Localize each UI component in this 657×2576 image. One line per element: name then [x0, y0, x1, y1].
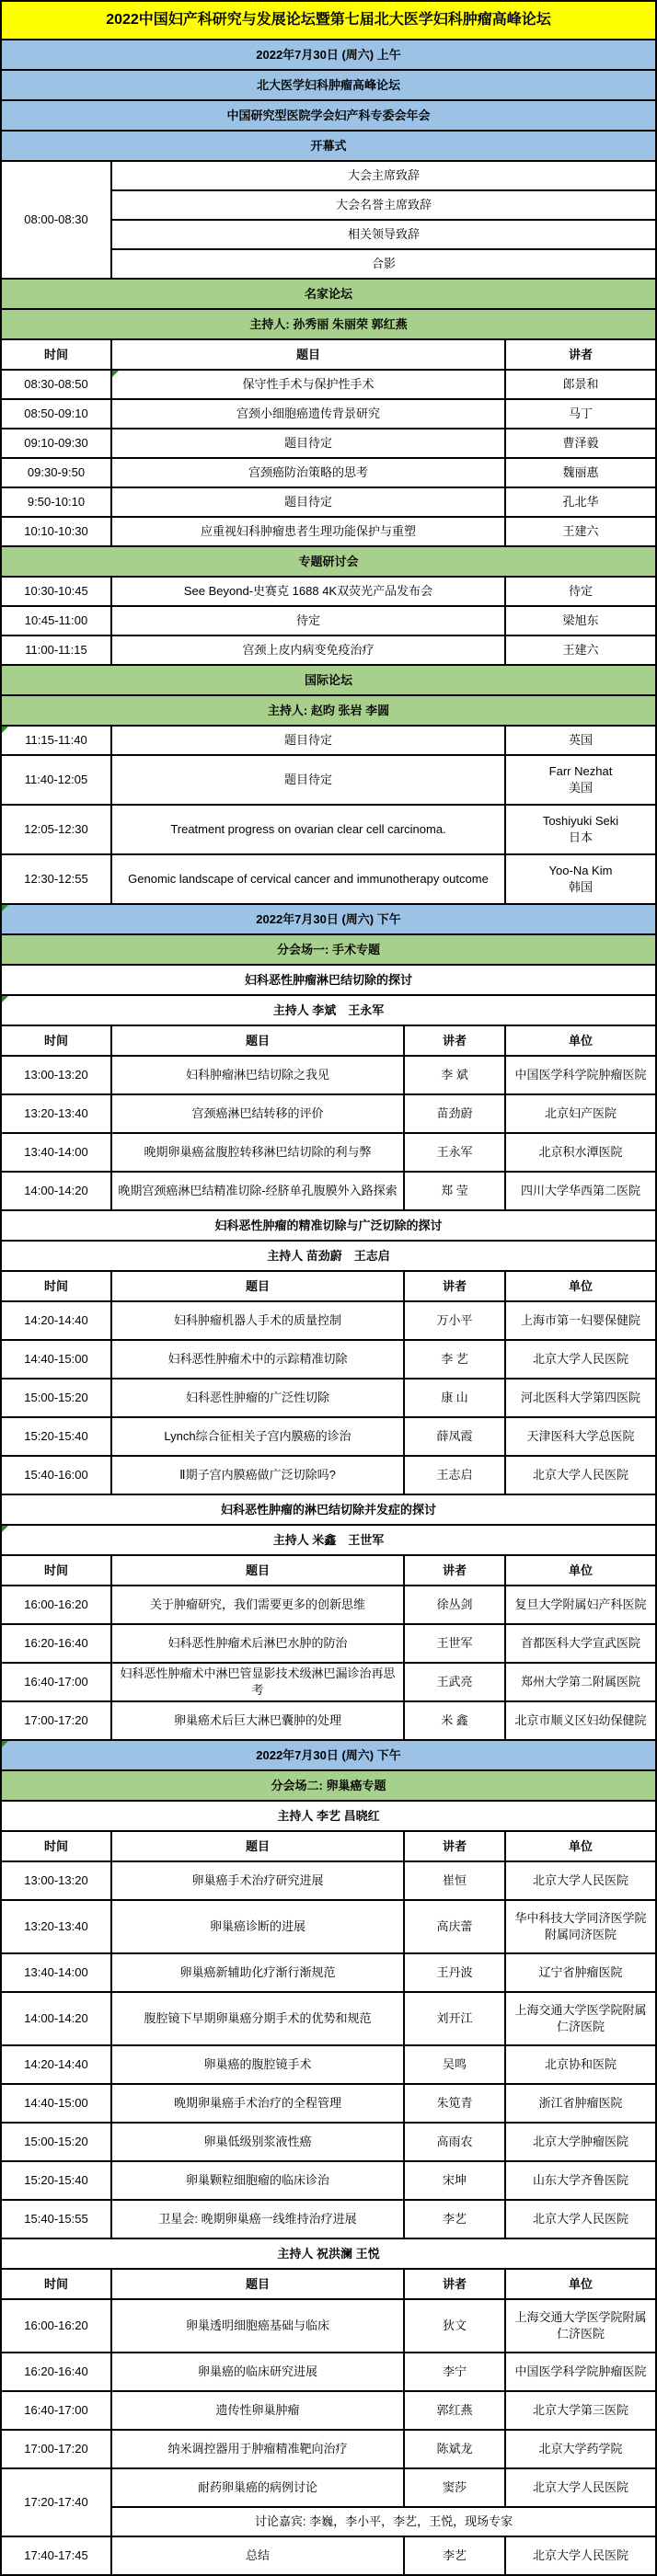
- schedule-row: [2, 2124, 655, 2162]
- discussion-block: [2, 2469, 655, 2537]
- time-cell: 16:00-16:20: [2, 1586, 112, 1623]
- time-cell: 14:40-15:00: [2, 1341, 112, 1378]
- title-row: [2, 2, 655, 40]
- schedule-row: [2, 1134, 655, 1173]
- speaker-cell: 苗劲蔚: [405, 1095, 506, 1132]
- time-cell: 11:40-12:05: [2, 756, 112, 804]
- session-banner-row: [2, 310, 655, 340]
- topic-cell: 宫颈癌淋巴结转移的评价: [112, 1095, 405, 1132]
- speaker-cell: 李宁: [405, 2353, 506, 2390]
- schedule-row: [2, 1380, 655, 1418]
- topic-cell: 晚期卵巢癌手术治疗的全程管理: [112, 2085, 405, 2122]
- speaker-cell: 崔恒: [405, 1862, 506, 1899]
- schedule-row: [2, 1625, 655, 1664]
- time-cell: 10:45-11:00: [2, 607, 112, 635]
- schedule-row: [2, 2353, 655, 2392]
- speaker-name: 马丁: [568, 406, 593, 421]
- speaker-cell: 康 山: [405, 1380, 506, 1416]
- section-subheader-row: [2, 966, 655, 996]
- unit-cell: 北京大学人民医院: [532, 2548, 628, 2563]
- time-cell: 15:40-16:00: [2, 1457, 112, 1494]
- time-cell: 13:00-13:20: [2, 1057, 112, 1093]
- speaker-name: 郎景和: [562, 377, 599, 392]
- section-subheader: 妇科恶性肿瘤淋巴结切除的探讨: [244, 972, 412, 987]
- section-subheader: 主持人 李斌 王永军: [2, 996, 655, 1025]
- speaker-cell: 李 艺: [405, 1341, 506, 1378]
- time-cell: 14:40-15:00: [2, 2085, 112, 2122]
- time-cell: 14:20-14:40: [2, 2046, 112, 2083]
- column-header-time: 时间: [2, 340, 112, 369]
- schedule-row: [2, 2085, 655, 2124]
- topic-cell: 卵巢癌的临床研究进展: [112, 2353, 405, 2390]
- speaker-cell: 陈斌龙: [405, 2431, 506, 2467]
- topic-cell: Ⅱ期子宫内膜癌做广泛切除吗?: [112, 1457, 405, 1494]
- column-header-speaker: 讲者: [405, 1832, 506, 1860]
- time-cell: 13:00-13:20: [2, 1862, 112, 1899]
- opening-item: 相关领导致辞: [347, 227, 420, 242]
- time-cell: 09:30-9:50: [2, 459, 112, 487]
- topic-cell: 卵巢癌术后巨大淋巴囊肿的处理: [112, 1702, 405, 1739]
- speaker-cell: 李艺: [405, 2537, 506, 2574]
- section-subheader-row: [2, 1526, 655, 1556]
- date-banner: 北大医学妇科肿瘤高峰论坛: [2, 71, 655, 99]
- schedule-row: [2, 1993, 655, 2046]
- speaker-name: Farr Nezhat: [548, 764, 613, 779]
- section-subheader-row: [2, 1495, 655, 1526]
- topic-cell: See Beyond-史赛克 1688 4K双荧光产品发布会: [112, 578, 506, 605]
- time-cell: 16:20-16:40: [2, 1625, 112, 1662]
- opening-item-row: [112, 250, 655, 278]
- column-header-topic: 题目: [112, 340, 506, 369]
- session-banner: 国际论坛: [2, 666, 655, 694]
- unit-cell: 北京大学肿瘤医院: [532, 2135, 628, 2149]
- opening-item-row: [112, 221, 655, 250]
- unit-cell: 浙江省肿瘤医院: [538, 2096, 623, 2111]
- session-banner: 名家论坛: [2, 280, 655, 308]
- speaker-cell: 狄文: [405, 2300, 506, 2352]
- schedule-row: [2, 1302, 655, 1341]
- topic-cell: 题目待定: [112, 756, 506, 804]
- column-header-unit: 单位: [568, 1838, 593, 1853]
- schedule-row: [2, 2431, 655, 2469]
- schedule-row: [2, 1341, 655, 1380]
- topic-cell: 妇科恶性肿瘤术中淋巴管显影技术级淋巴漏诊治再思考: [112, 1664, 405, 1700]
- section-subheader: 妇科恶性肿瘤的淋巴结切除并发症的探讨: [220, 1502, 436, 1517]
- speaker-cell: 吴鸣: [405, 2046, 506, 2083]
- topic-cell: 宫颈小细胞癌遗传背景研究: [112, 400, 506, 428]
- time-cell: 13:20-13:40: [2, 1095, 112, 1132]
- unit-cell: 北京大学人民医院: [532, 1468, 628, 1483]
- section-subheader: 主持人 苗劲蔚 王志启: [267, 1248, 390, 1263]
- speaker-cell: 薛凤霞: [405, 1418, 506, 1455]
- speaker-cell: 王丹波: [405, 1954, 506, 1991]
- topic-cell: 待定: [112, 607, 506, 635]
- column-header-speaker: 讲者: [405, 1026, 506, 1055]
- date-banner-row: [2, 905, 655, 935]
- schedule-row: [2, 1057, 655, 1095]
- schedule-row: [2, 1664, 655, 1702]
- speaker-cell: [506, 756, 655, 804]
- topic-cell: 宫颈癌防治策略的思考: [112, 459, 506, 487]
- time-cell: 08:00-08:30: [2, 162, 112, 278]
- unit-cell: 北京市顺义区妇幼保健院: [514, 1713, 647, 1728]
- topic-cell: 妇科恶性肿瘤术中的示踪精准切除: [112, 1341, 405, 1378]
- time-cell: 15:40-15:55: [2, 2201, 112, 2238]
- speaker-cell: [506, 459, 655, 487]
- schedule-row: [2, 2392, 655, 2431]
- section-subheader: 主持人 李艺 昌晓红: [277, 1808, 380, 1823]
- topic-cell: 宫颈上皮内病变免疫治疗: [112, 636, 506, 664]
- column-header-row: [2, 340, 655, 371]
- schedule-row: [2, 1586, 655, 1625]
- session-banner-row: [2, 547, 655, 578]
- session-banner: 主持人: 孙秀丽 朱丽荣 郭红燕: [2, 310, 655, 338]
- unit-cell: 北京积水潭医院: [538, 1145, 623, 1160]
- section-subheader-row: [2, 1211, 655, 1242]
- note-cell: 讨论嘉宾: 李巍，李小平，李艺，王悦，现场专家: [254, 2514, 513, 2529]
- topic-cell: Genomic landscape of cervical cancer and immunotherapy outcome: [112, 855, 506, 903]
- unit-cell: 四川大学华西第二医院: [520, 1184, 640, 1198]
- time-cell: 14:00-14:20: [2, 1173, 112, 1209]
- date-banner-row: [2, 71, 655, 101]
- topic-cell: 妇科肿瘤淋巴结切除之我见: [112, 1057, 405, 1093]
- topic-cell: 腹腔镜下早期卵巢癌分期手术的优势和规范: [112, 1993, 405, 2044]
- schedule-row: [2, 400, 655, 429]
- schedule-row: [2, 371, 655, 400]
- speaker-name: 王建六: [562, 524, 599, 539]
- topic-cell: Treatment progress on ovarian clear cell carcinoma.: [112, 806, 506, 853]
- topic-cell: Lynch综合征相关子宫内膜癌的诊治: [112, 1418, 405, 1455]
- speaker-cell: [506, 400, 655, 428]
- column-header-row: [2, 1832, 655, 1862]
- topic-cell: 卵巢癌手术治疗研究进展: [112, 1862, 405, 1899]
- schedule-row: [2, 636, 655, 666]
- unit-cell: 上海市第一妇婴保健院: [520, 1313, 640, 1328]
- topic-cell: 晚期宫颈癌淋巴结精准切除-经脐单孔腹膜外入路探索: [112, 1173, 405, 1209]
- schedule-row: [2, 518, 655, 547]
- speaker-cell: 宋坤: [405, 2162, 506, 2199]
- speaker-name: 英国: [568, 733, 593, 748]
- speaker-name: 待定: [568, 584, 593, 599]
- speaker-cell: [506, 636, 655, 664]
- unit-cell: 上海交通大学医学院附属仁济医院: [514, 2310, 647, 2341]
- speaker-cell: 高雨农: [405, 2124, 506, 2160]
- unit-cell: 北京大学人民医院: [532, 2212, 628, 2227]
- opening-item: 大会名誉主席致辞: [335, 198, 432, 212]
- column-header-time: 时间: [2, 1026, 112, 1055]
- column-header-speaker: 讲者: [405, 1556, 506, 1585]
- column-header-row: [2, 1556, 655, 1586]
- unit-cell: 河北医科大学第四医院: [520, 1391, 640, 1405]
- unit-cell: 中国医学科学院肿瘤医院: [514, 1068, 647, 1082]
- unit-cell: 辽宁省肿瘤医院: [538, 1965, 623, 1980]
- unit-cell: 北京妇产医院: [544, 1106, 617, 1121]
- unit-cell: 北京大学人民医院: [532, 1352, 628, 1367]
- speaker-name: 曹泽毅: [562, 436, 599, 451]
- speaker-cell: [506, 727, 655, 754]
- speaker-cell: 米 鑫: [405, 1702, 506, 1739]
- schedule-row: [2, 1173, 655, 1211]
- column-header-unit: 单位: [568, 2276, 593, 2291]
- speaker-cell: 郭红燕: [405, 2392, 506, 2429]
- time-cell: 09:10-09:30: [2, 429, 112, 457]
- speaker-cell: 郑 莹: [405, 1173, 506, 1209]
- topic-cell: 卫星会: 晚期卵巢癌一线维持治疗进展: [112, 2201, 405, 2238]
- column-header-row: [2, 2270, 655, 2300]
- schedule-row: [2, 756, 655, 806]
- time-cell: 16:40-17:00: [2, 2392, 112, 2429]
- time-cell: 12:05-12:30: [2, 806, 112, 853]
- time-cell: 15:00-15:20: [2, 2124, 112, 2160]
- time-cell: 15:20-15:40: [2, 1418, 112, 1455]
- session-banner: 分会场二: 卵巢癌专题: [2, 1771, 655, 1800]
- topic-cell: 题目待定: [112, 727, 506, 754]
- topic-cell: 遗传性卵巢肿瘤: [112, 2392, 405, 2429]
- time-cell: 15:20-15:40: [2, 2162, 112, 2199]
- column-header-row: [2, 1026, 655, 1057]
- time-cell: 11:15-11:40: [2, 727, 112, 754]
- speaker-name: 孔北华: [562, 495, 599, 509]
- time-cell: 10:10-10:30: [2, 518, 112, 545]
- column-header-row: [2, 1272, 655, 1302]
- schedule-row: [2, 429, 655, 459]
- column-header-time: 时间: [2, 2270, 112, 2298]
- topic-cell: 题目待定: [112, 429, 506, 457]
- topic-cell: 卵巢低级别浆液性癌: [112, 2124, 405, 2160]
- unit-cell: 北京协和医院: [544, 2057, 617, 2072]
- unit-cell: 首都医科大学宣武医院: [520, 1636, 640, 1651]
- section-subheader-row: [2, 1242, 655, 1272]
- schedule-row: [2, 2201, 655, 2239]
- speaker-cell: 王志启: [405, 1457, 506, 1494]
- date-banner: 2022年7月30日 (周六) 下午: [2, 905, 655, 933]
- topic-cell: 总结: [112, 2537, 405, 2574]
- speaker-cell: 李艺: [405, 2201, 506, 2238]
- time-cell: 08:50-09:10: [2, 400, 112, 428]
- section-subheader-row: [2, 2239, 655, 2270]
- column-header-topic: 题目: [112, 1272, 405, 1300]
- schedule-row: [2, 1418, 655, 1457]
- unit-cell: 复旦大学附属妇产科医院: [514, 1597, 647, 1612]
- schedule-row: [2, 806, 655, 855]
- session-banner: 专题研讨会: [2, 547, 655, 576]
- speaker-cell: [506, 806, 655, 853]
- schedule-row: [2, 2537, 655, 2576]
- time-cell: 17:00-17:20: [2, 2431, 112, 2467]
- unit-cell: 郑州大学第二附属医院: [520, 1675, 640, 1689]
- opening-item: 合影: [371, 257, 396, 271]
- speaker-cell: 王武亮: [405, 1664, 506, 1700]
- schedule-row: [2, 1457, 655, 1495]
- schedule-row: [2, 1095, 655, 1134]
- speaker-cell: [506, 488, 655, 516]
- opening-items: [112, 162, 655, 278]
- session-banner-row: [2, 1771, 655, 1802]
- speaker-cell: [506, 429, 655, 457]
- topic-cell: 晚期卵巢癌盆腹腔转移淋巴结切除的利与弊: [112, 1134, 405, 1171]
- schedule-row: [2, 578, 655, 607]
- time-cell: 15:00-15:20: [2, 1380, 112, 1416]
- topic-cell: 保守性手术与保护性手术: [112, 371, 506, 398]
- column-header-speaker: 讲者: [405, 1272, 506, 1300]
- date-banner: 中国研究型医院学会妇产科专委会年会: [2, 101, 655, 130]
- topic-cell: 卵巢癌诊断的进展: [112, 1901, 405, 1952]
- unit-cell: 北京大学人民医院: [532, 2480, 628, 2495]
- time-cell: 9:50-10:10: [2, 488, 112, 516]
- topic-cell: 耐药卵巢癌的病例讨论: [112, 2469, 405, 2506]
- topic-cell: 卵巢透明细胞癌基础与临床: [112, 2300, 405, 2352]
- column-header-topic: 题目: [112, 1026, 405, 1055]
- discussion-rows: [112, 2469, 655, 2536]
- topic-cell: 关于肿瘤研究，我们需要更多的创新思维: [112, 1586, 405, 1623]
- section-subheader-row: [2, 996, 655, 1026]
- section-subheader: 主持人 米鑫 王世军: [2, 1526, 655, 1554]
- column-header-topic: 题目: [112, 2270, 405, 2298]
- session-banner-row: [2, 666, 655, 696]
- section-subheader: 主持人 祝洪澜 王悦: [277, 2246, 380, 2261]
- section-subheader-row: [2, 1802, 655, 1832]
- speaker-name: 魏丽惠: [562, 465, 599, 480]
- speaker-cell: [506, 371, 655, 398]
- column-header-time: 时间: [2, 1272, 112, 1300]
- speaker-cell: [506, 578, 655, 605]
- session-banner: 分会场一: 手术专题: [2, 935, 655, 964]
- topic-cell: 妇科恶性肿瘤术后淋巴水肿的防治: [112, 1625, 405, 1662]
- session-banner: 主持人: 赵昀 张岩 李圆: [2, 696, 655, 725]
- date-banner: 开幕式: [2, 132, 655, 160]
- unit-cell: 山东大学齐鲁医院: [532, 2173, 628, 2188]
- date-banner-row: [2, 101, 655, 132]
- time-cell: 13:40-14:00: [2, 1134, 112, 1171]
- time-cell: 16:20-16:40: [2, 2353, 112, 2390]
- time-cell: 16:40-17:00: [2, 1664, 112, 1700]
- section-subheader: 妇科恶性肿瘤的精准切除与广泛切除的探讨: [214, 1218, 443, 1232]
- opening-item-row: [112, 191, 655, 221]
- topic-cell: 纳米调控器用于肿瘤精准靶向治疗: [112, 2431, 405, 2467]
- opening-block: [2, 162, 655, 280]
- topic-cell: 应重视妇科肿瘤患者生理功能保护与重塑: [112, 518, 506, 545]
- speaker-cell: 窦莎: [405, 2469, 506, 2506]
- session-banner-row: [2, 935, 655, 966]
- column-header-topic: 题目: [112, 1832, 405, 1860]
- opening-item-row: [112, 162, 655, 191]
- speaker-name: 梁旭东: [562, 613, 599, 628]
- schedule-row: [2, 1862, 655, 1901]
- speaker-cell: 徐丛剑: [405, 1586, 506, 1623]
- schedule-row: [2, 1954, 655, 1993]
- time-cell: 14:20-14:40: [2, 1302, 112, 1339]
- schedule-row: [2, 1901, 655, 1954]
- time-cell: 08:30-08:50: [2, 371, 112, 398]
- speaker-cell: [506, 607, 655, 635]
- time-cell: 10:30-10:45: [2, 578, 112, 605]
- schedule-row: [2, 607, 655, 636]
- column-header-speaker: 讲者: [405, 2270, 506, 2298]
- speaker-cell: 高庆蕾: [405, 1901, 506, 1952]
- speaker-name: Toshiyuki Seki: [542, 814, 619, 829]
- speaker-country: 韩国: [568, 880, 593, 894]
- topic-cell: 妇科恶性肿瘤的广泛性切除: [112, 1380, 405, 1416]
- date-banner-row: [2, 40, 655, 71]
- opening-item: 大会主席致辞: [347, 168, 420, 183]
- schedule-row: [2, 459, 655, 488]
- topic-cell: 卵巢颗粒细胞瘤的临床诊治: [112, 2162, 405, 2199]
- schedule-row: [2, 2046, 655, 2085]
- speaker-cell: [506, 518, 655, 545]
- speaker-name: 王建六: [562, 643, 599, 658]
- time-cell: 13:20-13:40: [2, 1901, 112, 1952]
- topic-cell: 题目待定: [112, 488, 506, 516]
- date-banner-row: [2, 1741, 655, 1771]
- speaker-country: 日本: [568, 830, 593, 844]
- column-header-unit: 单位: [568, 1563, 593, 1577]
- column-header-time: 时间: [2, 1832, 112, 1860]
- topic-cell: 卵巢癌新辅助化疗渐行渐规范: [112, 1954, 405, 1991]
- time-cell: 12:30-12:55: [2, 855, 112, 903]
- column-header-topic: 题目: [112, 1556, 405, 1585]
- topic-cell: 妇科肿瘤机器人手术的质量控制: [112, 1302, 405, 1339]
- speaker-cell: 朱笕青: [405, 2085, 506, 2122]
- column-header-time: 时间: [2, 1556, 112, 1585]
- time-cell: 16:00-16:20: [2, 2300, 112, 2352]
- time-cell: 17:20-17:40: [2, 2469, 112, 2536]
- date-banner-row: [2, 132, 655, 162]
- column-header-unit: 单位: [568, 1033, 593, 1048]
- speaker-cell: 李 斌: [405, 1057, 506, 1093]
- column-header-speaker: 讲者: [568, 347, 593, 361]
- discussion-main-row: [112, 2469, 655, 2508]
- speaker-cell: 万小平: [405, 1302, 506, 1339]
- date-banner: 2022年7月30日 (周六) 上午: [2, 40, 655, 69]
- time-cell: 17:40-17:45: [2, 2537, 112, 2574]
- time-cell: 14:00-14:20: [2, 1993, 112, 2044]
- unit-cell: 北京大学药学院: [538, 2442, 623, 2456]
- schedule-row: [2, 855, 655, 905]
- schedule-row: [2, 2300, 655, 2353]
- speaker-cell: 刘开江: [405, 1993, 506, 2044]
- session-banner-row: [2, 696, 655, 727]
- time-cell: 17:00-17:20: [2, 1702, 112, 1739]
- unit-cell: 北京大学人民医院: [532, 1873, 628, 1888]
- speaker-name: Yoo-Na Kim: [548, 864, 613, 878]
- speaker-cell: 王世军: [405, 1625, 506, 1662]
- unit-cell: 华中科技大学同济医学院附属同济医院: [514, 1911, 647, 1941]
- speaker-cell: 王永军: [405, 1134, 506, 1171]
- speaker-cell: [506, 855, 655, 903]
- schedule-row: [2, 1702, 655, 1741]
- unit-cell: 北京大学第三医院: [532, 2403, 628, 2418]
- schedule-row: [2, 2162, 655, 2201]
- unit-cell: 上海交通大学医学院附属仁济医院: [514, 2003, 647, 2033]
- unit-cell: 中国医学科学院肿瘤医院: [514, 2364, 647, 2379]
- column-header-unit: 单位: [568, 1278, 593, 1293]
- page-title: 2022中国妇产科研究与发展论坛暨第七届北大医学妇科肿瘤高峰论坛: [2, 2, 655, 39]
- schedule-row: [2, 727, 655, 756]
- unit-cell: 天津医科大学总医院: [526, 1429, 635, 1444]
- speaker-country: 美国: [568, 781, 593, 795]
- topic-cell: 卵巢癌的腹腔镜手术: [112, 2046, 405, 2083]
- date-banner: 2022年7月30日 (周六) 下午: [2, 1741, 655, 1769]
- schedule-row: [2, 488, 655, 518]
- session-banner-row: [2, 280, 655, 310]
- time-cell: 13:40-14:00: [2, 1954, 112, 1991]
- time-cell: 11:00-11:15: [2, 636, 112, 664]
- discussion-note-row: [112, 2508, 655, 2536]
